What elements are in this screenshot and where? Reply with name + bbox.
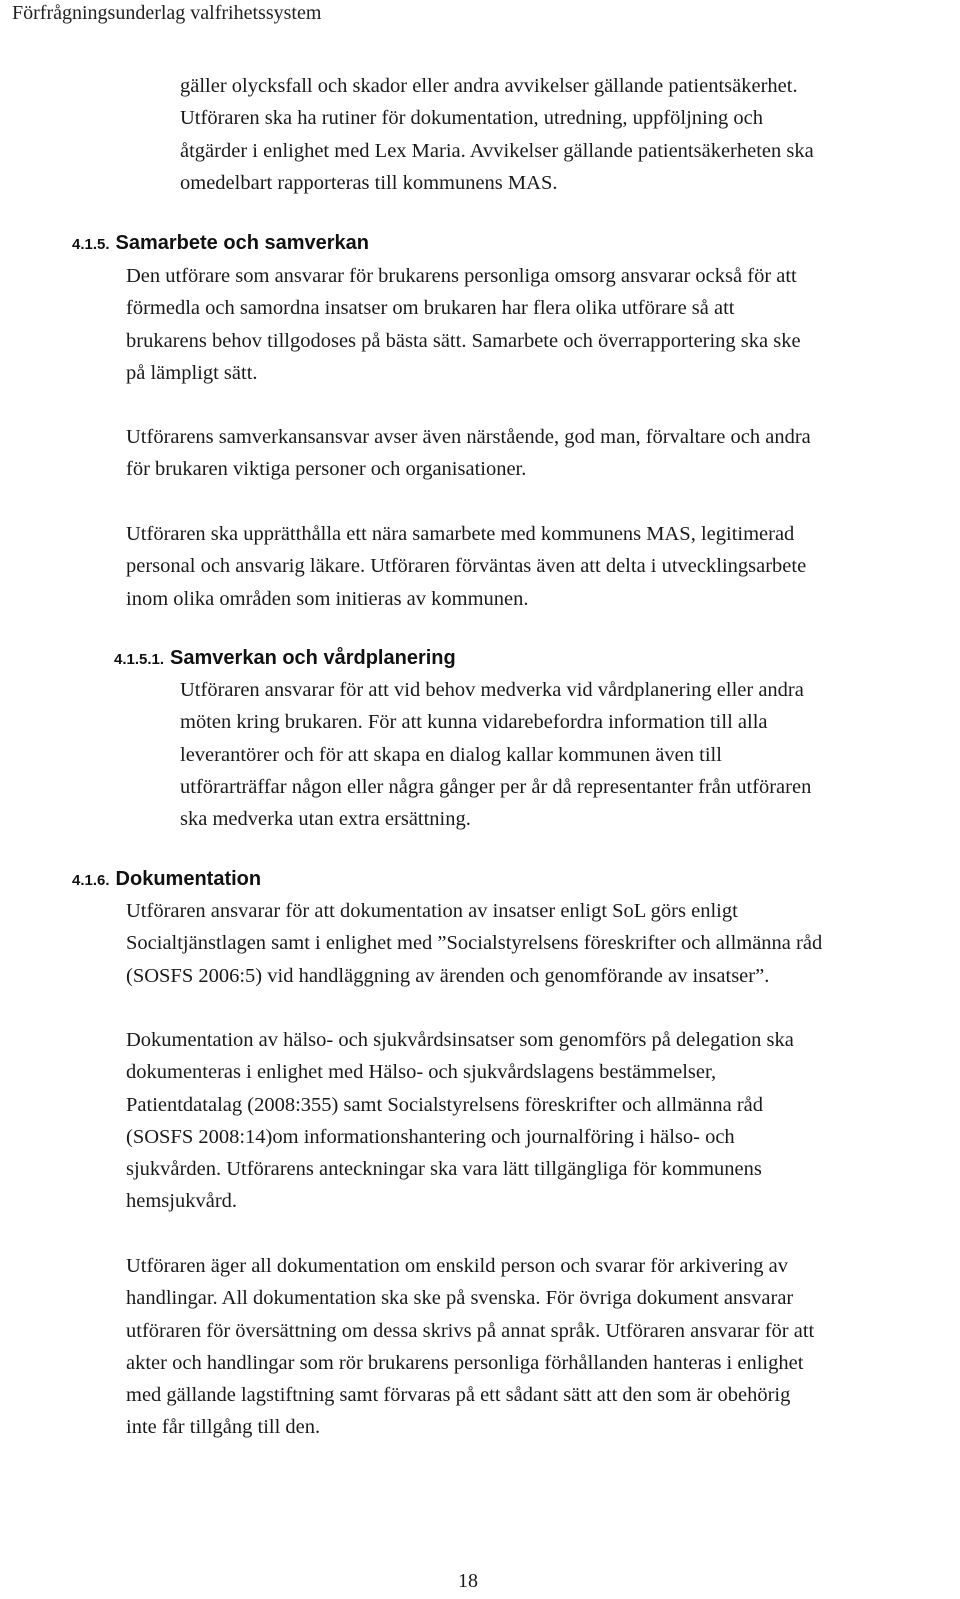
paragraph <box>126 1024 794 1218</box>
section-title: Samverkan och vårdplanering <box>170 647 456 669</box>
text-line: hemsjukvård. <box>126 1190 238 1213</box>
text-line: Patientdatalag (2008:355) samt Socialstyrelsens föreskrifter och allmänna råd <box>126 1093 764 1116</box>
text-line: Den utförare som ansvarar för brukarens personliga omsorg ansvarar också för att <box>126 265 797 287</box>
text-line: Utföraren ansvarar för att dokumentation av insatser enligt SoL görs enligt <box>126 900 738 922</box>
section-title: Samarbete och samverkan <box>115 232 369 254</box>
text-line: inom olika områden som initieras av kommunen. <box>126 587 529 610</box>
section-number: 4.1.6. <box>72 872 110 889</box>
section-heading-4-1-5 <box>72 232 369 255</box>
paragraph <box>126 895 822 992</box>
text-line: utförarträffar någon eller några gånger per år då representanter från utföraren <box>180 775 812 798</box>
text-line: gäller olycksfall och skador eller andra avvikelser gällande patientsäkerhet. <box>180 75 798 97</box>
text-line: leverantörer och för att skapa en dialog kallar kommunen även till <box>180 743 722 766</box>
paragraph <box>126 518 806 615</box>
text-line: Utförarens samverkansansvar avser även närstående, god man, förvaltare och andra <box>126 426 811 448</box>
text-line: ska medverka utan extra ersättning. <box>180 808 471 831</box>
text-line: möten kring brukaren. För att kunna vidarebefordra information till alla <box>180 711 768 734</box>
text-line: personal och ansvarig läkare. Utföraren förväntas även att delta i utvecklingsarbete <box>126 555 807 578</box>
text-line: förmedla och samordna insatser om brukaren har flera olika utförare så att <box>126 297 735 320</box>
document-header: Förfrågningsunderlag valfrihetssystem <box>12 2 322 24</box>
text-line: Utföraren ansvarar för att vid behov medverka vid vårdplanering eller andra <box>180 679 804 701</box>
paragraph <box>180 674 811 835</box>
text-line: Utföraren ska upprätthålla ett nära samarbete med kommunens MAS, legitimerad <box>126 523 795 545</box>
text-line: Utföraren ska ha rutiner för dokumentation, utredning, uppföljning och <box>180 107 763 130</box>
text-line: brukarens behov tillgodoses på bästa sätt. Samarbete och överrapportering ska ske <box>126 329 801 352</box>
text-line: för brukaren viktiga personer och organisationer. <box>126 458 527 481</box>
section-title: Dokumentation <box>115 868 262 890</box>
section-heading-4-1-5-1 <box>114 647 456 670</box>
text-line: åtgärder i enlighet med Lex Maria. Avvikelser gällande patientsäkerheten ska <box>180 139 814 162</box>
text-line: akter och handlingar som rör brukarens personliga förhållanden hanteras i enlighet <box>126 1351 804 1374</box>
text-line: Socialtjänstlagen samt i enlighet med ”Socialstyrelsens föreskrifter och allmänna råd <box>126 932 823 955</box>
page-number: 18 <box>458 1570 478 1592</box>
section-number: 4.1.5.1. <box>114 651 165 668</box>
section-number: 4.1.5. <box>72 236 110 253</box>
paragraph <box>126 421 811 486</box>
text-line: Utföraren äger all dokumentation om enskild person och svarar för arkivering av <box>126 1255 789 1277</box>
text-line: sjukvården. Utförarens anteckningar ska vara lätt tillgängliga för kommunens <box>126 1158 762 1181</box>
text-line: inte får tillgång till den. <box>126 1416 321 1439</box>
text-line: med gällande lagstiftning samt förvaras på ett sådant sätt att den som är obehörig <box>126 1384 791 1407</box>
text-line: Dokumentation av hälso- och sjukvårdsinsatser som genomförs på delegation ska <box>126 1029 794 1051</box>
text-line: (SOSFS 2006:5) vid handläggning av ärenden och genomförande av insatser”. <box>126 964 770 987</box>
paragraph <box>126 260 801 389</box>
text-line: dokumenteras i enlighet med Hälso- och sjukvårdslagens bestämmelser, <box>126 1061 717 1084</box>
text-line: utföraren för översättning om dessa skrivs på annat språk. Utföraren ansvarar för att <box>126 1319 815 1342</box>
text-line: omedelbart rapporteras till kommunens MAS. <box>180 171 558 194</box>
text-line: (SOSFS 2008:14)om informationshantering och journalföring i hälso- och <box>126 1125 735 1148</box>
text-line: på lämpligt sätt. <box>126 361 258 384</box>
section-heading-4-1-6 <box>72 868 261 891</box>
intro-paragraph <box>180 70 814 199</box>
text-line: handlingar. All dokumentation ska ske på svenska. För övriga dokument ansvarar <box>126 1287 794 1310</box>
paragraph <box>126 1250 814 1444</box>
